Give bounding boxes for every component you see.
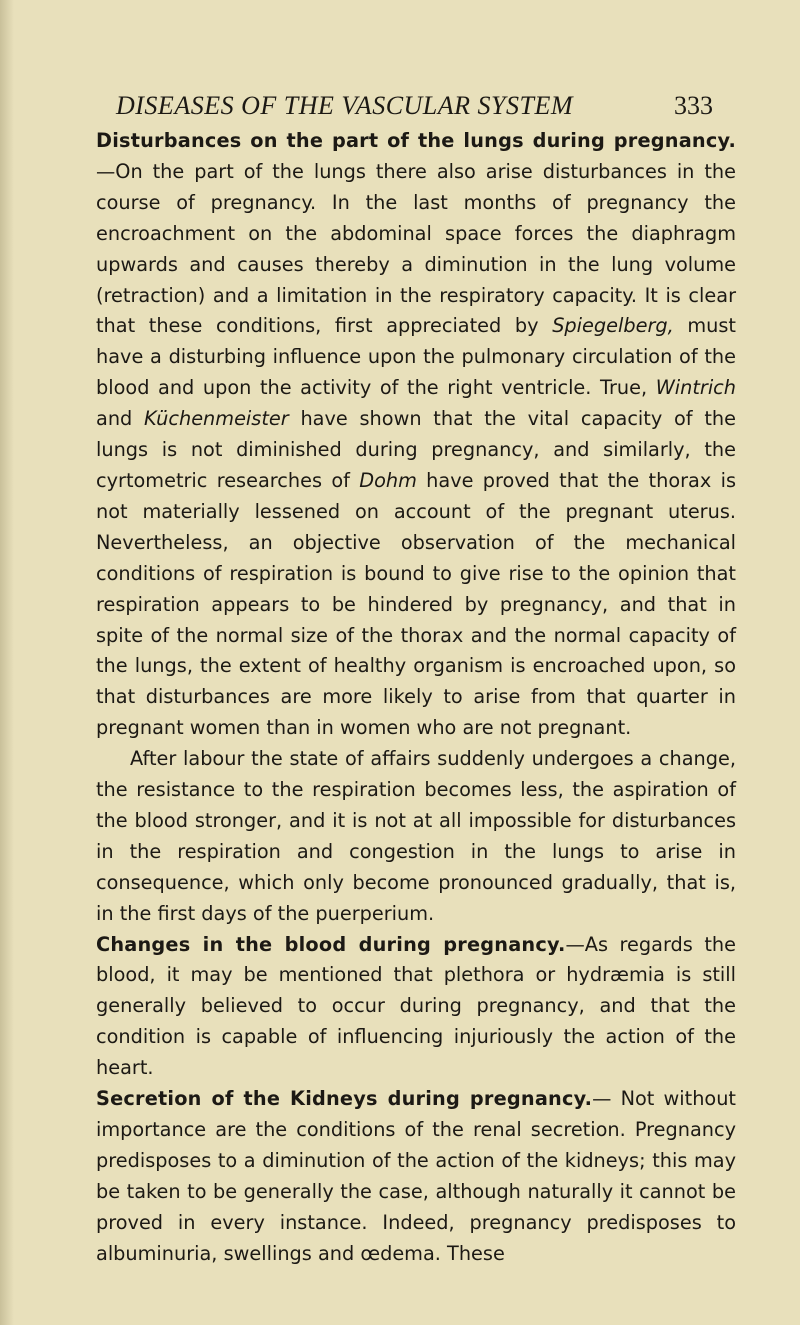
- paragraph-text: — Not without importance are the conditions of the renal secretion. Pregnancy predisposes to a diminution of the action of the kidneys; this may be taken to be generally the case, although naturally it cannot be proved in every instance. Indeed, pregnancy predisposes to albuminuria, swellings and œdema. These: [96, 1087, 736, 1265]
- page-header: [96, 88, 736, 124]
- paragraph-text: must have a disturbing influence upon the pulmonary circulation of the blood and upon the activity of the right ventricle. True,: [96, 314, 736, 400]
- paragraph-lungs: [96, 126, 736, 744]
- paragraph-after-labour: [96, 744, 736, 929]
- paragraph-blood: [96, 930, 736, 1085]
- paragraph-text: After labour the state of affairs suddenly undergoes a change, the resistance to the respiration becomes less, the aspiration of the blood stronger, and it is not at all impossible for disturbances in the respiration and congestion in the lungs to arise in consequence, which only become pronounced gradually, that is, in the first days of the puerperium.: [96, 747, 736, 925]
- author-name-wintrich: Wintrich: [655, 376, 736, 400]
- paragraph-kidneys: [96, 1084, 736, 1269]
- author-name-dohm: Dohm: [359, 468, 417, 492]
- running-title: DISEASES OF THE VASCULAR SYSTEM: [116, 91, 573, 120]
- author-name-kuchenmeister: Küchenmeister: [144, 407, 289, 431]
- paragraph-text: and: [96, 407, 145, 431]
- paragraph-text: have shown that the vital capacity of the lungs is not diminished during pregnancy, and similarly, the cyrtometric researches of: [96, 407, 736, 492]
- page-number: 333: [674, 91, 713, 120]
- section-heading-kidneys: Secretion of the Kidneys during pregnancy.: [96, 1087, 593, 1111]
- section-heading-blood: Changes in the blood during pregnancy.: [96, 932, 566, 956]
- section-heading-lungs: Disturbances on the part of the lungs during pregnancy.: [96, 129, 736, 152]
- paragraph-text: have proved that the thorax is not materially lessened on account of the pregnant uterus. Nevertheless, an objective observation of the mechanical conditions of respiration is bound to give rise to the opinion that respiration appears to be hindered by pregnancy, and that in spite of the normal size of the thorax and the normal capacity of the lungs, the extent of healthy organism is encroached upon, so that disturbances are more likely to arise from that quarter in pregnant women than in women who are not pregnant.: [96, 468, 736, 740]
- paragraph-text: —On the part of the lungs there also arise disturbances in the course of pregnancy. In the last months of pregnancy the encroachment on the abdominal space forces the diaphragm upwards and causes thereby a diminution in the lung volume (retraction) and a limitation in the respiratory capacity. It is clear that these conditions, first appreciated by: [96, 159, 736, 338]
- body-text: [96, 126, 736, 1270]
- page-gutter-shadow: [0, 0, 14, 1325]
- paragraph-text: —As regards the blood, it may be mentioned that plethora or hydræmia is still generally believed to occur during pregnancy, and that the condition is capable of influencing injuriously the action of the heart.: [96, 932, 736, 1080]
- author-name-spiegelberg: Spiegelberg,: [552, 314, 674, 338]
